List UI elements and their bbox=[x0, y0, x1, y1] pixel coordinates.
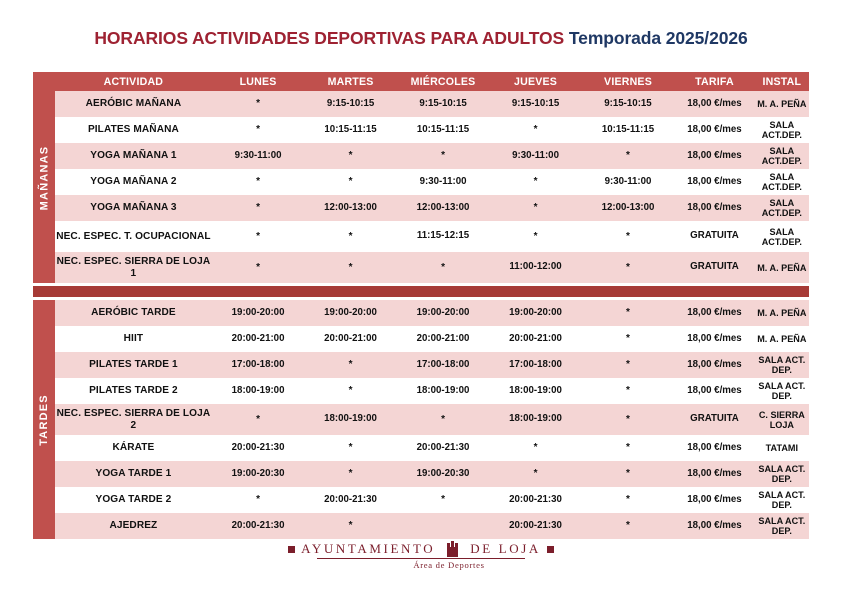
cell-actividad: YOGA TARDE 1 bbox=[55, 461, 212, 487]
cell-tarifa: 18,00 €/mes bbox=[674, 195, 754, 221]
cell-jueves: 9:30-11:00 bbox=[489, 143, 581, 169]
logo-deloja-text: DE LOJA bbox=[470, 541, 541, 556]
table-row bbox=[55, 195, 809, 221]
cell-actividad: NEC. ESPEC. SIERRA DE LOJA 1 bbox=[55, 252, 212, 283]
cell-martes: * bbox=[304, 143, 396, 169]
cell-instal: SALA ACT. DEP. bbox=[755, 378, 809, 404]
cell-jueves: * bbox=[489, 221, 581, 252]
cell-actividad: YOGA TARDE 2 bbox=[55, 487, 212, 513]
table-row bbox=[55, 404, 809, 435]
cell-tarifa: GRATUITA bbox=[674, 221, 754, 252]
table-row bbox=[55, 143, 809, 169]
column-header-mircoles: MIÉRCOLES bbox=[397, 72, 489, 91]
section-label-text: TARDES bbox=[38, 393, 51, 446]
cell-actividad: YOGA MAÑANA 2 bbox=[55, 169, 212, 195]
cell-lunes: * bbox=[212, 221, 304, 252]
cell-miercoles: 9:30-11:00 bbox=[397, 169, 489, 195]
cell-viernes: 12:00-13:00 bbox=[582, 195, 674, 221]
cell-instal: C. SIERRA LOJA bbox=[755, 404, 809, 435]
cell-martes: * bbox=[304, 252, 396, 283]
table-row bbox=[55, 169, 809, 195]
cell-martes: * bbox=[304, 352, 396, 378]
cell-viernes: * bbox=[582, 143, 674, 169]
cell-tarifa: 18,00 €/mes bbox=[674, 487, 754, 513]
column-header-tarifa: TARIFA bbox=[674, 72, 754, 91]
cell-lunes: 19:00-20:30 bbox=[212, 461, 304, 487]
cell-lunes: * bbox=[212, 252, 304, 283]
cell-lunes: * bbox=[212, 91, 304, 117]
cell-miercoles: 11:15-12:15 bbox=[397, 221, 489, 252]
cell-viernes: * bbox=[582, 435, 674, 461]
column-header-jueves: JUEVES bbox=[489, 72, 581, 91]
cell-lunes: * bbox=[212, 487, 304, 513]
cell-instal: SALA ACT.DEP. bbox=[755, 117, 809, 143]
cell-martes: * bbox=[304, 435, 396, 461]
table-row bbox=[55, 352, 809, 378]
cell-tarifa: 18,00 €/mes bbox=[674, 326, 754, 352]
cell-lunes: * bbox=[212, 404, 304, 435]
cell-jueves: 11:00-12:00 bbox=[489, 252, 581, 283]
cell-viernes: * bbox=[582, 487, 674, 513]
cell-miercoles: 19:00-20:00 bbox=[397, 300, 489, 326]
cell-instal: SALA ACT. DEP. bbox=[755, 352, 809, 378]
cell-miercoles: 17:00-18:00 bbox=[397, 352, 489, 378]
table-row bbox=[55, 378, 809, 404]
cell-miercoles: 20:00-21:00 bbox=[397, 326, 489, 352]
cell-instal: SALA ACT.DEP. bbox=[755, 195, 809, 221]
cell-martes: * bbox=[304, 513, 396, 539]
cell-instal: M. A. PEÑA bbox=[755, 91, 809, 117]
cell-viernes: * bbox=[582, 326, 674, 352]
cell-martes: * bbox=[304, 378, 396, 404]
section-label-mañanas bbox=[33, 72, 55, 283]
cell-viernes: * bbox=[582, 352, 674, 378]
logo-row bbox=[288, 541, 554, 557]
cell-actividad: PILATES TARDE 1 bbox=[55, 352, 212, 378]
cell-jueves: * bbox=[489, 117, 581, 143]
cell-lunes: 20:00-21:00 bbox=[212, 326, 304, 352]
cell-viernes: 10:15-11:15 bbox=[582, 117, 674, 143]
cell-instal: SALA ACT.DEP. bbox=[755, 143, 809, 169]
cell-actividad: AJEDREZ bbox=[55, 513, 212, 539]
cell-viernes: * bbox=[582, 461, 674, 487]
cell-actividad: KÁRATE bbox=[55, 435, 212, 461]
cell-martes: 19:00-20:00 bbox=[304, 300, 396, 326]
cell-lunes: 19:00-20:00 bbox=[212, 300, 304, 326]
cell-jueves: * bbox=[489, 461, 581, 487]
cell-tarifa: 18,00 €/mes bbox=[674, 143, 754, 169]
cell-actividad: AERÓBIC MAÑANA bbox=[55, 91, 212, 117]
table-header-row bbox=[55, 72, 809, 91]
column-header-martes: MARTES bbox=[304, 72, 396, 91]
cell-tarifa: 18,00 €/mes bbox=[674, 300, 754, 326]
cell-instal: SALA ACT. DEP. bbox=[755, 513, 809, 539]
cell-jueves: * bbox=[489, 435, 581, 461]
cell-miercoles: 9:15-10:15 bbox=[397, 91, 489, 117]
cell-tarifa: GRATUITA bbox=[674, 252, 754, 283]
schedule-table bbox=[55, 300, 809, 539]
cell-actividad: YOGA MAÑANA 1 bbox=[55, 143, 212, 169]
cell-martes: 10:15-11:15 bbox=[304, 117, 396, 143]
page-title bbox=[0, 0, 842, 49]
cell-actividad: PILATES TARDE 2 bbox=[55, 378, 212, 404]
page-title-main: HORARIOS ACTIVIDADES DEPORTIVAS PARA ADULTOS bbox=[94, 28, 565, 48]
cell-miercoles: 20:00-21:30 bbox=[397, 435, 489, 461]
cell-martes: 18:00-19:00 bbox=[304, 404, 396, 435]
cell-tarifa: 18,00 €/mes bbox=[674, 117, 754, 143]
cell-tarifa: 18,00 €/mes bbox=[674, 169, 754, 195]
cell-actividad: AERÓBIC TARDE bbox=[55, 300, 212, 326]
cell-tarifa: 18,00 €/mes bbox=[674, 435, 754, 461]
cell-martes: * bbox=[304, 221, 396, 252]
logo-divider bbox=[317, 558, 525, 559]
cell-tarifa: 18,00 €/mes bbox=[674, 91, 754, 117]
cell-miercoles: 10:15-11:15 bbox=[397, 117, 489, 143]
table-row bbox=[55, 461, 809, 487]
cell-jueves: 20:00-21:00 bbox=[489, 326, 581, 352]
cell-miercoles: * bbox=[397, 252, 489, 283]
cell-lunes: * bbox=[212, 117, 304, 143]
page-title-season: Temporada 2025/2026 bbox=[568, 28, 748, 48]
schedule-table bbox=[55, 72, 809, 283]
cell-instal: SALA ACT. DEP. bbox=[755, 487, 809, 513]
column-header-viernes: VIERNES bbox=[582, 72, 674, 91]
section-label-tardes bbox=[33, 300, 55, 539]
cell-lunes: * bbox=[212, 195, 304, 221]
cell-instal: SALA ACT.DEP. bbox=[755, 221, 809, 252]
schedule-table-wrapper bbox=[33, 72, 809, 539]
footer-logo bbox=[0, 541, 842, 570]
cell-martes: 9:15-10:15 bbox=[304, 91, 396, 117]
cell-viernes: * bbox=[582, 221, 674, 252]
cell-jueves: 18:00-19:00 bbox=[489, 404, 581, 435]
cell-viernes: * bbox=[582, 252, 674, 283]
cell-viernes: * bbox=[582, 513, 674, 539]
cell-lunes: 20:00-21:30 bbox=[212, 513, 304, 539]
table-row bbox=[55, 91, 809, 117]
schedule-sections bbox=[33, 72, 809, 539]
table-row bbox=[55, 117, 809, 143]
column-header-actividad: ACTIVIDAD bbox=[55, 72, 212, 91]
cell-jueves: 18:00-19:00 bbox=[489, 378, 581, 404]
cell-viernes: * bbox=[582, 300, 674, 326]
section-separator bbox=[33, 286, 809, 297]
table-row bbox=[55, 513, 809, 539]
cell-miercoles bbox=[397, 513, 489, 539]
logo-subtitle: Área de Deportes bbox=[413, 560, 485, 571]
cell-instal: SALA ACT.DEP. bbox=[755, 169, 809, 195]
cell-tarifa: 18,00 €/mes bbox=[674, 352, 754, 378]
cell-lunes: 9:30-11:00 bbox=[212, 143, 304, 169]
column-header-instal: INSTAL bbox=[755, 72, 809, 91]
cell-lunes: 17:00-18:00 bbox=[212, 352, 304, 378]
cell-instal: M. A. PEÑA bbox=[755, 252, 809, 283]
cell-tarifa: 18,00 €/mes bbox=[674, 461, 754, 487]
cell-viernes: * bbox=[582, 404, 674, 435]
schedule-section-tardes bbox=[33, 300, 809, 539]
square-bullet-icon-right bbox=[547, 546, 554, 553]
cell-jueves: 20:00-21:30 bbox=[489, 487, 581, 513]
cell-martes: * bbox=[304, 169, 396, 195]
cell-tarifa: 18,00 €/mes bbox=[674, 513, 754, 539]
castle-icon bbox=[445, 541, 460, 557]
cell-instal: M. A. PEÑA bbox=[755, 300, 809, 326]
cell-miercoles: * bbox=[397, 404, 489, 435]
cell-jueves: 20:00-21:30 bbox=[489, 513, 581, 539]
table-row bbox=[55, 435, 809, 461]
cell-tarifa: GRATUITA bbox=[674, 404, 754, 435]
cell-viernes: 9:15-10:15 bbox=[582, 91, 674, 117]
logo-ayuntamiento-text: AYUNTAMIENTO bbox=[301, 541, 436, 556]
cell-miercoles: 19:00-20:30 bbox=[397, 461, 489, 487]
cell-martes: 20:00-21:30 bbox=[304, 487, 396, 513]
cell-lunes: 20:00-21:30 bbox=[212, 435, 304, 461]
column-header-lunes: LUNES bbox=[212, 72, 304, 91]
cell-jueves: * bbox=[489, 195, 581, 221]
cell-miercoles: * bbox=[397, 143, 489, 169]
cell-jueves: 17:00-18:00 bbox=[489, 352, 581, 378]
cell-jueves: * bbox=[489, 169, 581, 195]
cell-actividad: HIIT bbox=[55, 326, 212, 352]
cell-jueves: 19:00-20:00 bbox=[489, 300, 581, 326]
cell-miercoles: 18:00-19:00 bbox=[397, 378, 489, 404]
cell-instal: SALA ACT. DEP. bbox=[755, 461, 809, 487]
cell-miercoles: 12:00-13:00 bbox=[397, 195, 489, 221]
table-row bbox=[55, 300, 809, 326]
cell-instal: M. A. PEÑA bbox=[755, 326, 809, 352]
schedule-section-mañanas bbox=[33, 72, 809, 283]
table-row bbox=[55, 487, 809, 513]
cell-viernes: * bbox=[582, 378, 674, 404]
table-row bbox=[55, 326, 809, 352]
table-row bbox=[55, 221, 809, 252]
cell-lunes: * bbox=[212, 169, 304, 195]
cell-martes: 20:00-21:00 bbox=[304, 326, 396, 352]
cell-lunes: 18:00-19:00 bbox=[212, 378, 304, 404]
cell-martes: 12:00-13:00 bbox=[304, 195, 396, 221]
cell-jueves: 9:15-10:15 bbox=[489, 91, 581, 117]
cell-actividad: PILATES MAÑANA bbox=[55, 117, 212, 143]
cell-instal: TATAMI bbox=[755, 435, 809, 461]
cell-miercoles: * bbox=[397, 487, 489, 513]
cell-viernes: 9:30-11:00 bbox=[582, 169, 674, 195]
section-label-text: MAÑANAS bbox=[38, 145, 50, 210]
table-row bbox=[55, 252, 809, 283]
cell-actividad: YOGA MAÑANA 3 bbox=[55, 195, 212, 221]
cell-martes: * bbox=[304, 461, 396, 487]
cell-actividad: NEC. ESPEC. SIERRA DE LOJA 2 bbox=[55, 404, 212, 435]
square-bullet-icon bbox=[288, 546, 295, 553]
cell-tarifa: 18,00 €/mes bbox=[674, 378, 754, 404]
cell-actividad: NEC. ESPEC. T. OCUPACIONAL bbox=[55, 221, 212, 252]
